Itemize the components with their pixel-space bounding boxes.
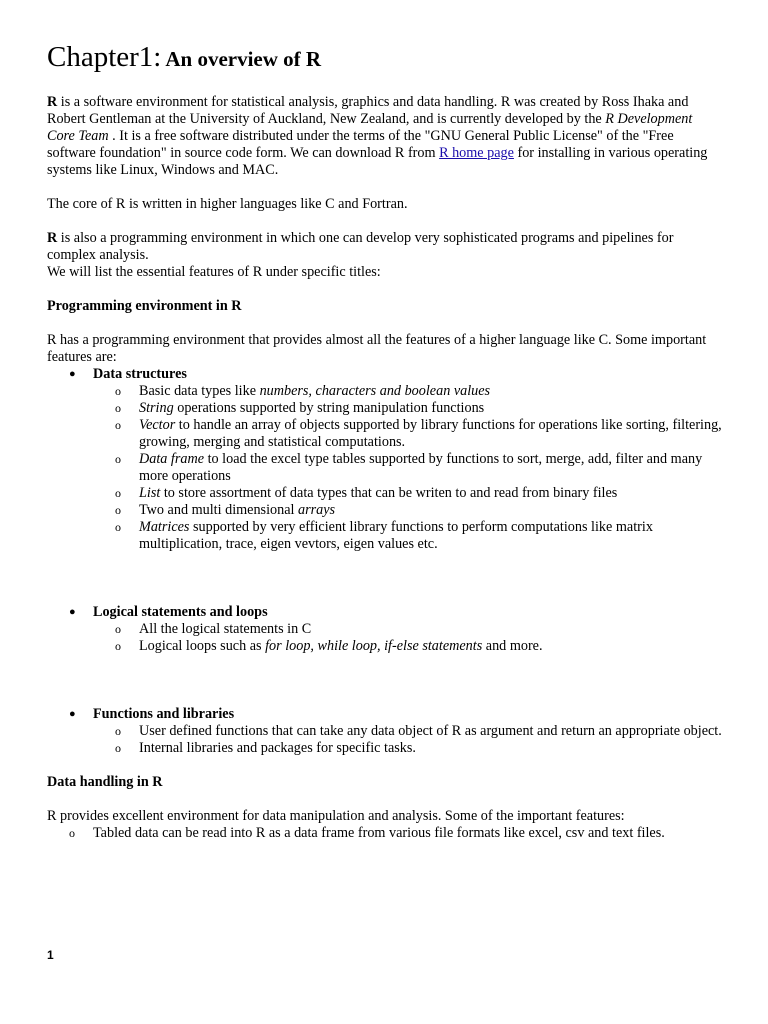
intro-text-2: . It is a free software distributed under the terms of the "GNU General Public License" of the "Free software foundation" in source code form. We can download R from (47, 128, 674, 161)
bullet-icon: ● (69, 708, 76, 720)
circle-bullet-icon: o (115, 724, 121, 738)
intro-paragraph (47, 94, 723, 179)
chapter-title-text: An overview of R (165, 47, 322, 71)
page-number: 1 (47, 948, 54, 962)
item-text: Logical loops such as (139, 638, 266, 654)
item-text: All the logical statements in C (139, 621, 312, 637)
circle-bullet-icon: o (115, 503, 121, 517)
list-item (93, 723, 723, 740)
item-emphasis: String (139, 400, 174, 416)
item-emphasis: List (139, 485, 161, 501)
list-item (93, 621, 723, 638)
feature-data-structures (47, 366, 723, 553)
intro-text-3: for installing in various operating systems like Linux, Windows and MAC. (47, 145, 708, 178)
feature-title: Logical statements and loops (93, 604, 268, 620)
feature-functions-libraries (47, 706, 723, 757)
prog-env-text: is also a programming environment in which one can develop very sophisticated programs and pipelines for complex analysis. (47, 230, 674, 263)
feature-title: Functions and libraries (93, 706, 235, 722)
list-item (93, 485, 723, 502)
item-text: Internal libraries and packages for specific tasks. (139, 740, 416, 756)
data-handling-intro: R provides excellent environment for data manipulation and analysis. Some of the important features: (47, 808, 625, 824)
item-emphasis: Data frame (139, 451, 205, 467)
item-text: Two and multi dimensional (139, 502, 298, 518)
item-emphasis: Matrices (139, 519, 190, 535)
r-home-page-link[interactable]: R home page (439, 145, 514, 161)
circle-bullet-icon: o (115, 639, 121, 653)
list-item (93, 417, 723, 451)
list-item (93, 502, 723, 519)
feature-logical-statements (47, 604, 723, 655)
item-text: to handle an array of objects supported by library functions for operations like sorting, filtering, growing, merging and statistical computations. (139, 417, 722, 450)
sub-list (93, 723, 723, 757)
circle-bullet-icon: o (69, 826, 75, 840)
data-handling-list (47, 825, 723, 842)
item-text: Tabled data can be read into R as a data frame from various file formats like excel, csv and text files. (93, 825, 665, 841)
circle-bullet-icon: o (115, 384, 121, 398)
feature-list (47, 366, 723, 757)
item-text: operations supported by string manipulation functions (173, 400, 485, 416)
item-emphasis: numbers, characters and boolean values (259, 383, 491, 399)
item-emphasis: arrays (298, 502, 336, 518)
sub-list (93, 383, 723, 553)
sub-list (93, 621, 723, 655)
list-item (93, 451, 723, 485)
circle-bullet-icon: o (115, 520, 121, 534)
item-text: Basic data types like (139, 383, 260, 399)
document-body (47, 94, 723, 842)
intro-team: R Development Core Team (47, 111, 693, 144)
item-text: User defined functions that can take any data object of R as argument and return an appropriate object. (139, 723, 722, 739)
list-item (47, 825, 723, 842)
chapter-title (47, 43, 321, 72)
circle-bullet-icon: o (115, 486, 121, 500)
item-text: and more. (482, 638, 543, 654)
list-item (93, 400, 723, 417)
item-emphasis: Vector (139, 417, 176, 433)
core-paragraph: The core of R is written in higher languages like C and Fortran. (47, 196, 408, 212)
prog-env-paragraph (47, 230, 723, 264)
feature-title: Data structures (93, 366, 187, 382)
section-heading-programming: Programming environment in R (47, 298, 242, 314)
list-item (93, 383, 723, 400)
bullet-icon: ● (69, 368, 76, 380)
list-item (93, 638, 723, 655)
intro-text-1: is a software environment for statistical analysis, graphics and data handling. R was created by Ross Ihaka and Robert Gentleman at the University of Auckland, New Zealand, and is currently developed by the (47, 94, 689, 127)
list-item (93, 519, 723, 553)
features-intro: We will list the essential features of R under specific titles: (47, 264, 381, 280)
circle-bullet-icon: o (115, 418, 121, 432)
programming-intro: R has a programming environment that provides almost all the features of a higher language like C. Some important features are: (47, 332, 707, 365)
item-text: to store assortment of data types that can be writen to and read from binary files (160, 485, 618, 501)
circle-bullet-icon: o (115, 452, 121, 466)
list-item (93, 740, 723, 757)
chapter-title-prefix: Chapter1: (47, 41, 162, 73)
bullet-icon: ● (69, 606, 76, 618)
intro-lead: R (47, 94, 58, 110)
circle-bullet-icon: o (115, 401, 121, 415)
prog-env-lead: R (47, 230, 58, 246)
item-emphasis: for loop, while loop, if-else statements (265, 638, 483, 654)
circle-bullet-icon: o (115, 741, 121, 755)
item-text: to load the excel type tables supported by functions to sort, merge, add, filter and many more operations (139, 451, 703, 484)
item-text: supported by very efficient library functions to perform computations like matrix multiplication, trace, eigen vevtors, eigen values etc. (139, 519, 653, 552)
section-heading-data-handling: Data handling in R (47, 774, 163, 790)
circle-bullet-icon: o (115, 622, 121, 636)
